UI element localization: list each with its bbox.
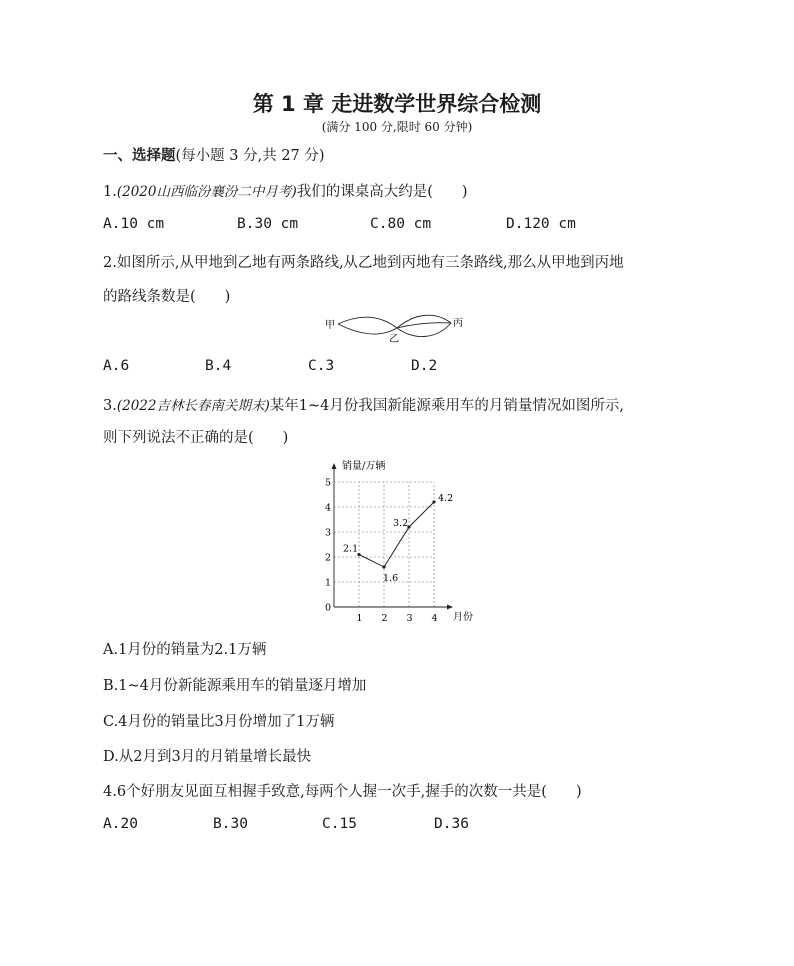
route-jia-yi-2 — [338, 324, 397, 334]
option-c: C.3 — [308, 358, 335, 374]
page-title: 第 1 章 走进数学世界综合检测 — [252, 92, 542, 116]
y-tick-label: 2 — [325, 552, 332, 564]
chart-series — [343, 493, 453, 584]
question-number: 1. — [103, 184, 117, 200]
y-tick-label: 4 — [325, 502, 332, 514]
option-a: A.20 — [103, 816, 138, 832]
question-3-line-2: 则下列说法不正确的是( ) — [103, 430, 289, 446]
option-a: A.1月份的销量为2.1万辆 — [103, 642, 267, 658]
x-tick-label: 1 — [356, 613, 363, 624]
question-text: 如图所示,从甲地到乙地有两条路线,从乙地到丙地有三条路线,那么从甲地到丙地 — [116, 255, 624, 271]
option-c: C.80 cm — [370, 216, 432, 232]
section-heading — [103, 144, 325, 165]
label-jia: 甲 — [325, 320, 335, 331]
chart-tick-labels — [325, 478, 438, 625]
question-number: 2. — [103, 255, 117, 271]
y-axis-label: 销量/万辆 — [342, 461, 386, 472]
x-tick-label: 3 — [406, 613, 413, 624]
section-label: 一、选择题 — [103, 148, 176, 164]
y-tick-label: 5 — [325, 477, 332, 489]
option-b: B.1~4月份新能源乘用车的销量逐月增加 — [103, 678, 367, 694]
question-text: 6个好朋友见面互相握手致意,每两个人握一次手,握手的次数一共是( ) — [116, 784, 582, 800]
question-number: 3. — [103, 398, 117, 414]
question-2-line-1 — [103, 251, 624, 272]
question-4 — [103, 780, 582, 801]
data-label: 4.2 — [438, 493, 454, 504]
route-yi-bing-2 — [397, 323, 451, 328]
data-label: 3.2 — [393, 518, 409, 529]
question-3-line-1 — [103, 394, 624, 415]
data-point — [382, 565, 385, 568]
question-2-line-2: 的路线条数是( ) — [103, 289, 231, 305]
chart-axes — [332, 463, 454, 610]
option-a: A.10 cm — [103, 216, 165, 232]
option-d: D.120 cm — [506, 216, 576, 232]
data-point — [432, 500, 435, 503]
option-c: C.15 — [322, 816, 357, 832]
question-source: (2020山西临汾襄汾二中月考) — [116, 184, 297, 200]
option-c: C.4月份的销量比3月份增加了1万辆 — [103, 714, 335, 730]
option-b: B.30 — [213, 816, 248, 832]
route-jia-yi-1 — [338, 317, 397, 328]
option-b: B.30 cm — [237, 216, 299, 232]
x-tick-label: 4 — [431, 613, 438, 624]
x-axis-arrow — [447, 605, 453, 610]
question-text: 我们的课桌高大约是( ) — [296, 184, 468, 200]
y-tick-label: 3 — [325, 527, 332, 539]
option-a: A.6 — [103, 358, 130, 374]
page-subtitle: (满分 100 分,限时 60 分钟) — [321, 120, 473, 134]
question-source: (2022吉林长春南关期末) — [116, 398, 270, 414]
sales-line-chart — [320, 455, 473, 627]
x-tick-label: 2 — [381, 613, 388, 624]
option-b: B.4 — [205, 358, 232, 374]
section-note: (每小题 3 分,共 27 分) — [175, 148, 325, 164]
label-bing: 丙 — [453, 318, 463, 329]
option-d: D.2 — [411, 358, 438, 374]
y-tick-label: 1 — [325, 577, 332, 589]
data-label: 1.6 — [383, 573, 399, 584]
question-text: 某年1~4月份我国新能源乘用车的月销量情况如图所示, — [269, 398, 624, 414]
question-1 — [103, 180, 468, 201]
route-yi-bing-3 — [397, 323, 451, 337]
x-axis-label: 月份 — [453, 612, 473, 623]
origin-label: 0 — [325, 602, 332, 614]
y-axis-arrow — [332, 463, 337, 469]
data-label: 2.1 — [343, 543, 359, 555]
label-yi: 乙 — [389, 334, 399, 345]
option-d: D.从2月到3月的月销量增长最快 — [103, 749, 312, 765]
option-d: D.36 — [434, 816, 469, 832]
question-number: 4. — [103, 784, 117, 800]
route-diagram — [325, 309, 470, 347]
